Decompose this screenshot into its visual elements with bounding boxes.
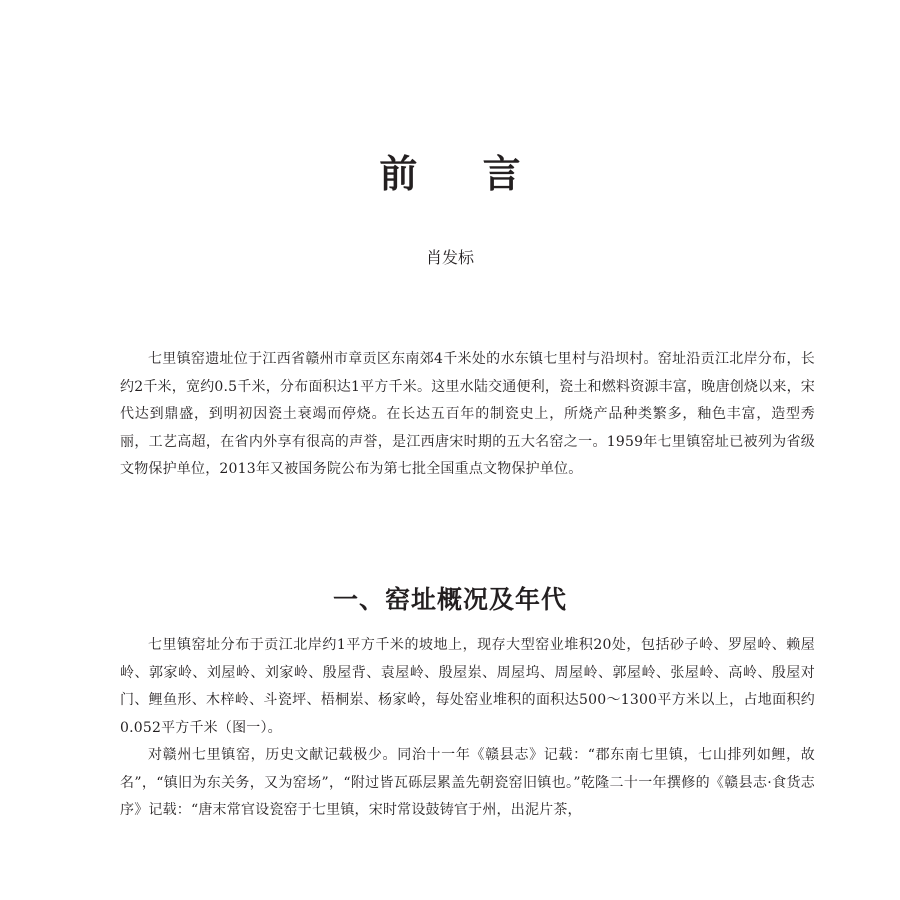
body-paragraph: 七里镇窑址分布于贡江北岸约1平方千米的坡地上，现存大型窑业堆积20处，包括砂子岭、罗屋岭、赖屋岭、郭家岭、刘屋岭、刘家岭、殷屋背、袁屋岭、殷屋岽、周屋坞、周屋岭、郭屋岭、张屋岭、高岭、殷屋对门、鲤鱼形、木梓岭、斗瓷坪、梧桐岽、杨家岭，每处窑业堆积的面积达500～1300平方米以上，占地面积约0.052平方千米（图一）。 [120,637,815,736]
page-title: 前 言 [379,151,547,196]
section-body [120,632,815,825]
section-heading: 一、窑址概况及年代 [332,585,567,614]
body-paragraph: 对赣州七里镇窑，历史文献记载极少。同治十一年《赣县志》记载：“郡东南七里镇，七山排列如鲤，故名”，“镇旧为东关务，又为窑场”，“附过皆瓦砾层累盖先朝瓷窑旧镇也。”乾隆二十一年撰修的《赣县志·食货志序》记载：“唐末常官设瓷窑于七里镇，宋时常设鼓铸官于州，出泥片茶， [120,747,815,818]
author-name: 肖发标 [425,248,474,267]
intro-section [120,346,815,484]
intro-paragraph: 七里镇窑遗址位于江西省赣州市章贡区东南郊4千米处的水东镇七里村与沿坝村。窑址沿贡江北岸分布，长约2千米，宽约0.5千米，分布面积达1平方千米。这里水陆交通便利，瓷土和燃料资源丰富，晚唐创烧以来，宋代达到鼎盛，到明初因瓷土衰竭而停烧。在长达五百年的制瓷史上，所烧产品种类繁多，釉色丰富，造型秀丽，工艺高超，在省内外享有很高的声誉，是江西唐宋时期的五大名窑之一。1959年七里镇窑址已被列为省级文物保护单位，2013年又被国务院公布为第七批全国重点文物保护单位。 [120,351,815,477]
